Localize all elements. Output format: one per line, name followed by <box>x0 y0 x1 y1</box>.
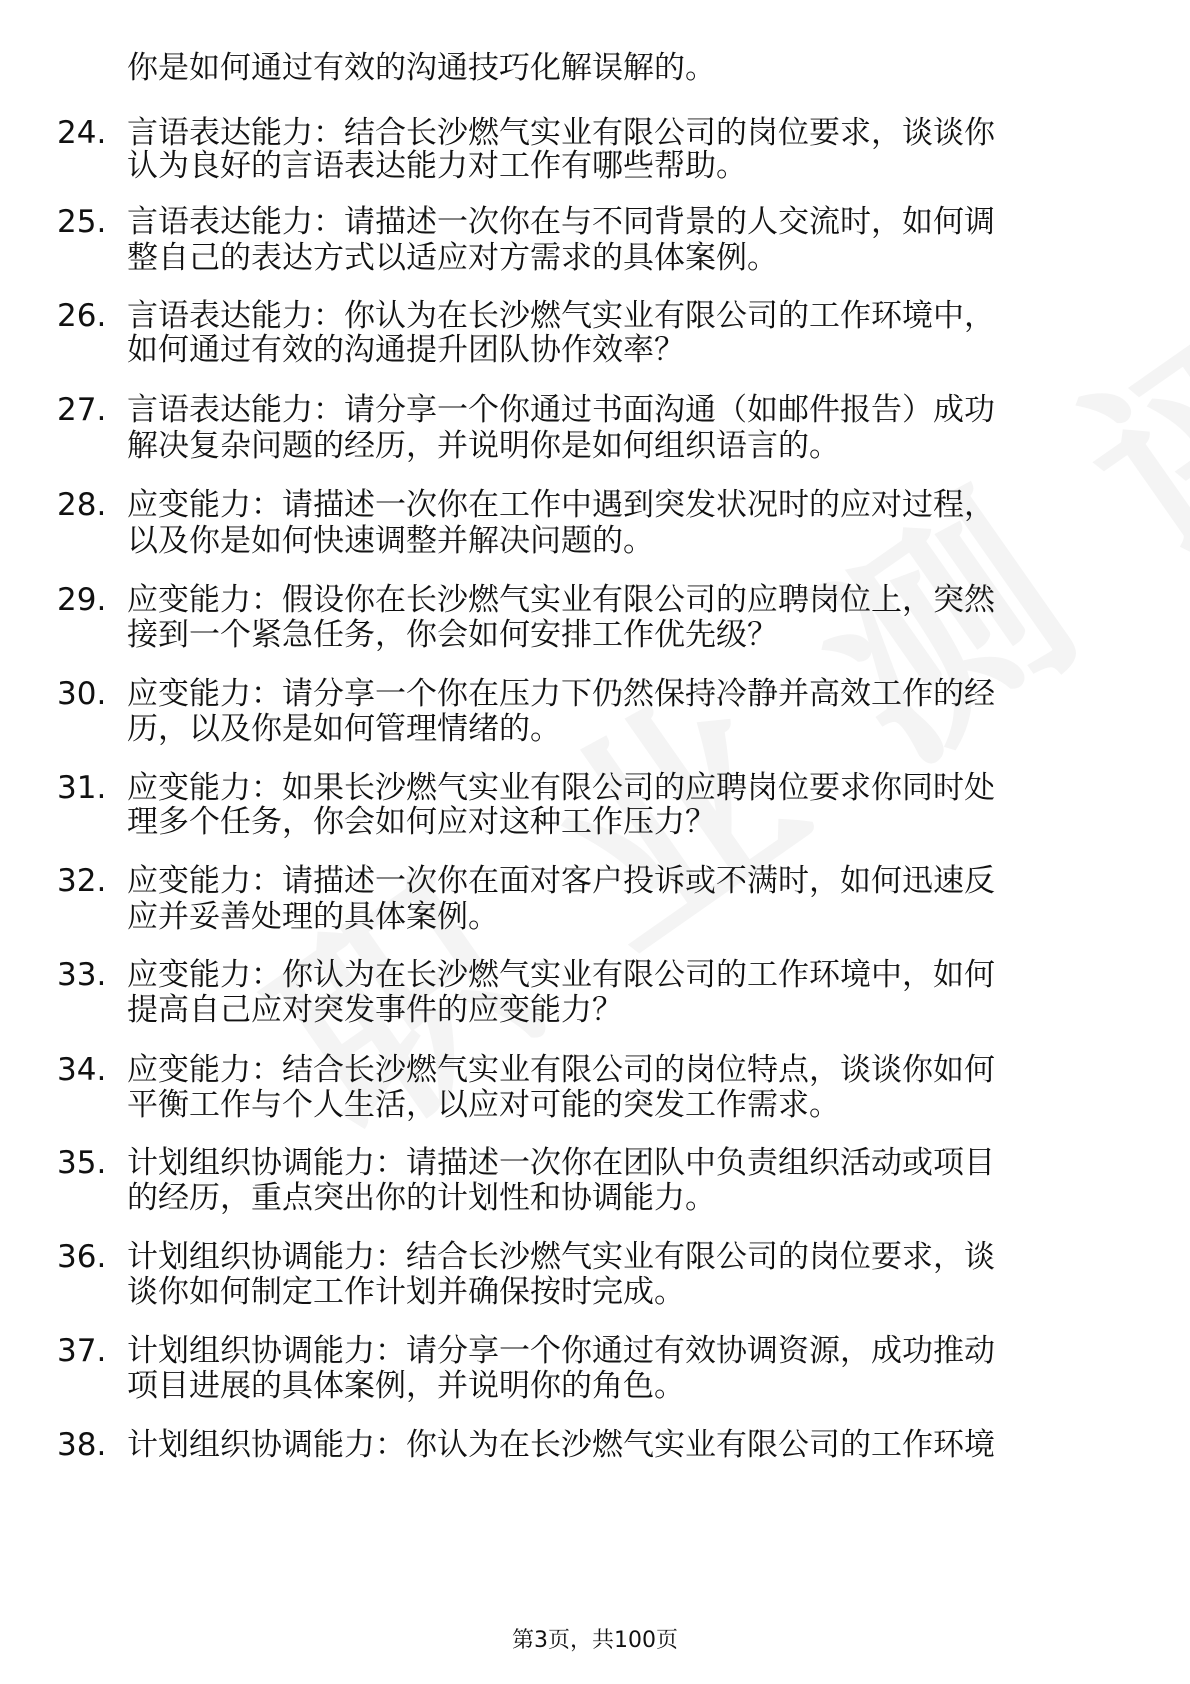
question-number: 33. <box>57 957 107 993</box>
question-line: 项目进展的具体案例，并说明你的角色。 <box>127 1368 685 1404</box>
question-line: 应变能力：请分享一个你在压力下仍然保持冷静并高效工作的经 <box>127 676 995 712</box>
question-line: 平衡工作与个人生活，以应对可能的突发工作需求。 <box>127 1087 840 1123</box>
question-number: 32. <box>57 863 107 899</box>
question-line: 提高自己应对突发事件的应变能力？ <box>127 992 623 1028</box>
question-number: 37. <box>57 1333 107 1369</box>
question-number: 35. <box>57 1145 107 1181</box>
question-number: 38. <box>57 1427 107 1463</box>
question-number: 30. <box>57 676 107 712</box>
question-number: 25. <box>57 204 107 240</box>
question-line: 言语表达能力：你认为在长沙燃气实业有限公司的工作环境中， <box>127 298 995 334</box>
question-line: 计划组织协调能力：请描述一次你在团队中负责组织活动或项目 <box>127 1145 995 1181</box>
question-line: 应变能力：结合长沙燃气实业有限公司的岗位特点，谈谈你如何 <box>127 1052 995 1088</box>
question-line: 应变能力：请描述一次你在面对客户投诉或不满时，如何迅速反 <box>127 863 995 899</box>
question-line: 言语表达能力：结合长沙燃气实业有限公司的岗位要求，谈谈你 <box>127 115 995 151</box>
question-line: 如何通过有效的沟通提升团队协作效率？ <box>127 332 685 368</box>
question-line: 应变能力：如果长沙燃气实业有限公司的应聘岗位要求你同时处 <box>127 770 995 806</box>
question-line: 解决复杂问题的经历，并说明你是如何组织语言的。 <box>127 428 840 464</box>
question-line: 言语表达能力：请分享一个你通过书面沟通（如邮件报告）成功 <box>127 392 995 428</box>
question-line: 历，以及你是如何管理情绪的。 <box>127 711 561 747</box>
question-number: 36. <box>57 1239 107 1275</box>
question-line: 应并妥善处理的具体案例。 <box>127 899 499 935</box>
question-line: 计划组织协调能力：请分享一个你通过有效协调资源，成功推动 <box>127 1333 995 1369</box>
question-line: 认为良好的言语表达能力对工作有哪些帮助。 <box>127 148 747 184</box>
question-line: 计划组织协调能力：你认为在长沙燃气实业有限公司的工作环境 <box>127 1427 995 1463</box>
question-line: 整自己的表达方式以适应对方需求的具体案例。 <box>127 240 778 276</box>
question-line: 应变能力：请描述一次你在工作中遇到突发状况时的应对过程， <box>127 487 995 523</box>
question-line: 接到一个紧急任务，你会如何安排工作优先级？ <box>127 617 778 653</box>
question-number: 31. <box>57 770 107 806</box>
question-line: 言语表达能力：请描述一次你在与不同背景的人交流时，如何调 <box>127 204 995 240</box>
question-line: 应变能力：假设你在长沙燃气实业有限公司的应聘岗位上，突然 <box>127 582 995 618</box>
question-line: 理多个任务，你会如何应对这种工作压力？ <box>127 804 716 840</box>
question-number: 28. <box>57 487 107 523</box>
question-line: 应变能力：你认为在长沙燃气实业有限公司的工作环境中，如何 <box>127 957 995 993</box>
question-number: 34. <box>57 1052 107 1088</box>
question-line: 计划组织协调能力：结合长沙燃气实业有限公司的岗位要求，谈 <box>127 1239 995 1275</box>
question-line: 谈你如何制定工作计划并确保按时完成。 <box>127 1274 685 1310</box>
question-number: 24. <box>57 115 107 151</box>
continuation-line: 你是如何通过有效的沟通技巧化解误解的。 <box>127 50 716 86</box>
question-number: 27. <box>57 392 107 428</box>
page-footer: 第3页，共100页 <box>512 1628 678 1653</box>
question-number: 26. <box>57 298 107 334</box>
question-number: 29. <box>57 582 107 618</box>
question-line: 的经历，重点突出你的计划性和协调能力。 <box>127 1180 716 1216</box>
question-line: 以及你是如何快速调整并解决问题的。 <box>127 523 654 559</box>
